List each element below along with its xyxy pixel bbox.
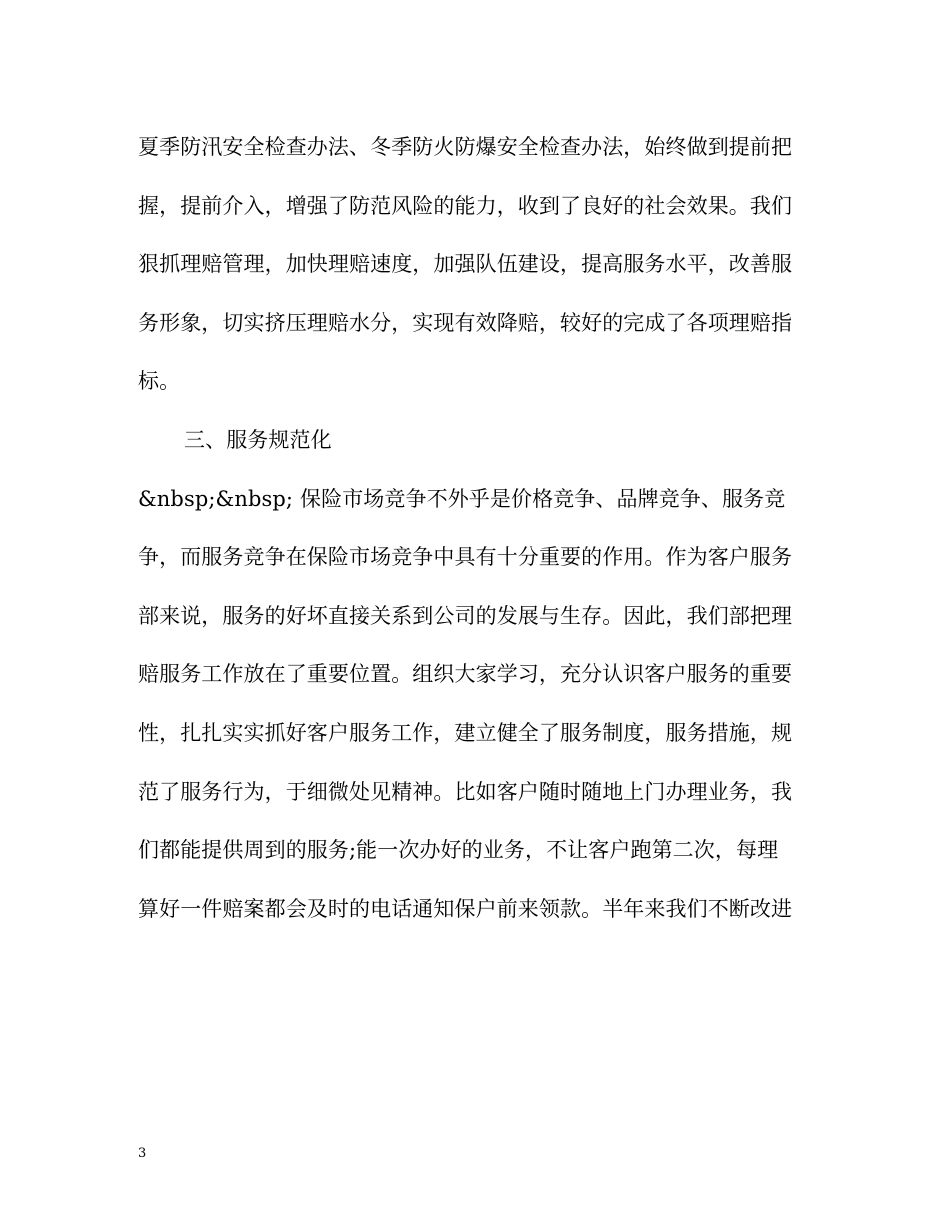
paragraph-line: 握，提前介入，增强了防范风险的能力，收到了良好的社会效果。我们 bbox=[138, 193, 793, 218]
body-text bbox=[138, 118, 818, 938]
section-heading: 三、服务规范化 bbox=[184, 427, 332, 452]
paragraph-line: 争，而服务竞争在保险市场竞争中具有十分重要的作用。作为客户服务 bbox=[138, 545, 793, 570]
paragraph-line: 算好一件赔案都会及时的电话通知保户前来领款。半年来我们不断改进 bbox=[138, 896, 793, 921]
paragraph-line: 夏季防汛安全检查办法、冬季防火防爆安全检查办法，始终做到提前把 bbox=[138, 135, 793, 159]
section-first-line-text: 保险市场竞争不外乎是价格竞争、品牌竞争、服务竞 bbox=[300, 486, 786, 511]
paragraph-line: 狠抓理赔管理，加快理赔速度，加强队伍建设，提高服务水平，改善服 bbox=[138, 252, 793, 277]
page-number: 3 bbox=[138, 1146, 147, 1161]
nbsp-artifact-text: &nbsp;&nbsp; bbox=[138, 486, 294, 511]
paragraph-line: 标。 bbox=[138, 369, 181, 394]
section-first-line bbox=[138, 470, 818, 529]
paragraph-line: 赔服务工作放在了重要位置。组织大家学习，充分认识客户服务的重要 bbox=[138, 662, 793, 687]
paragraph-line: 务形象，切实挤压理赔水分，实现有效降赔，较好的完成了各项理赔指 bbox=[138, 310, 793, 335]
paragraph-line: 们都能提供周到的服务;能一次办好的业务，不让客户跑第二次，每理 bbox=[138, 838, 779, 863]
paragraph-line: 部来说，服务的好坏直接关系到公司的发展与生存。因此，我们部把理 bbox=[138, 603, 793, 628]
paragraph-line: 性，扎扎实实抓好客户服务工作，建立健全了服务制度，服务措施，规 bbox=[138, 720, 793, 745]
paragraph-line: 范了服务行为，于细微处见精神。比如客户随时随地上门办理业务，我 bbox=[138, 779, 793, 804]
